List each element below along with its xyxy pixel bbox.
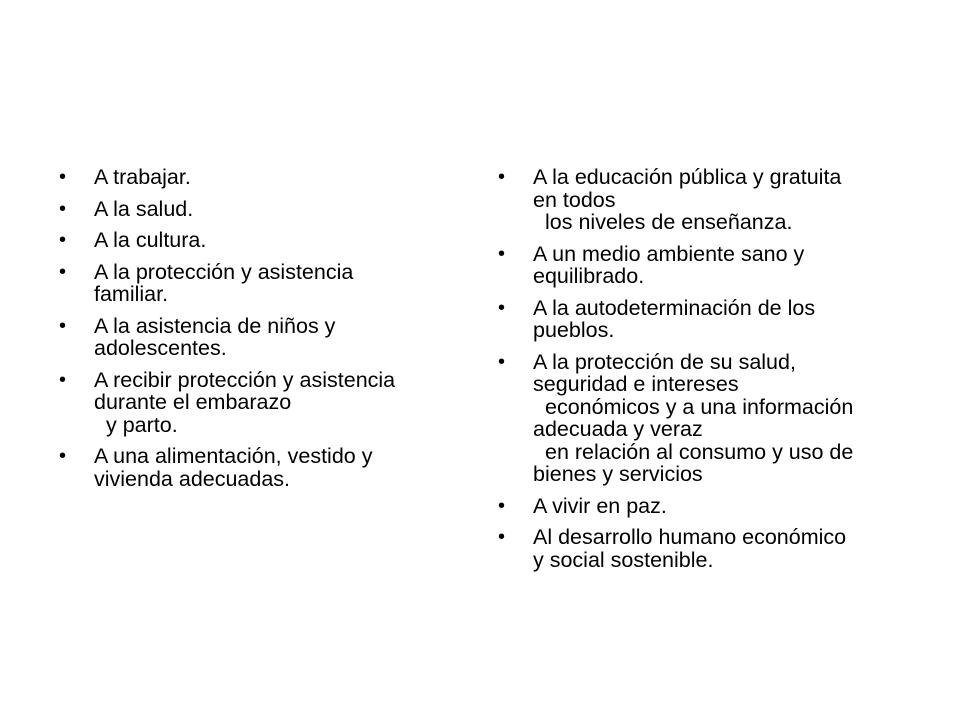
item-text: A vivir en paz.	[533, 493, 667, 518]
item-text: equilibrado.	[533, 264, 645, 288]
bullet-icon: •	[59, 197, 67, 220]
item-text-continuation: económicos y a una información	[545, 394, 854, 419]
list-item	[497, 351, 927, 486]
list-item	[497, 243, 927, 288]
list-item	[58, 166, 458, 189]
bullet-icon: •	[59, 445, 67, 467]
item-text: A la protección de su salud,	[533, 349, 796, 374]
item-text: A la protección y asistencia	[94, 259, 354, 284]
bullet-icon: •	[59, 368, 67, 391]
bullet-icon: •	[59, 166, 67, 188]
list-item	[58, 369, 458, 437]
item-text-continuation: en relación al consumo y uso de	[545, 439, 854, 464]
item-text: A la cultura.	[94, 228, 207, 252]
bullet-icon: •	[498, 166, 506, 188]
item-text: vivienda adecuadas.	[94, 466, 291, 491]
item-text: A una alimentación, vestido y	[94, 444, 373, 468]
bullet-icon: •	[498, 242, 506, 265]
item-text: Al desarrollo humano económico	[533, 525, 847, 549]
bullet-icon: •	[498, 494, 506, 517]
bullet-icon: •	[498, 296, 506, 319]
list-item	[497, 495, 927, 518]
list-item	[58, 445, 458, 490]
bullet-icon: •	[498, 526, 506, 548]
list-item	[497, 297, 927, 342]
item-text: A la asistencia de niños y	[94, 313, 336, 338]
list-item	[58, 315, 458, 360]
item-text-continuation: los niveles de enseñanza.	[545, 210, 793, 234]
item-text: seguridad e intereses	[533, 372, 739, 396]
bullet-icon: •	[59, 314, 67, 337]
item-text: pueblos.	[533, 318, 615, 342]
item-text: A la salud.	[94, 196, 194, 221]
right-bullet-list	[497, 166, 927, 580]
left-bullet-list	[58, 166, 458, 499]
item-text: en todos	[533, 187, 616, 212]
item-text: durante el embarazo	[94, 390, 292, 414]
item-text-continuation: y parto.	[106, 412, 178, 437]
list-item	[58, 198, 458, 221]
item-text: adolescentes.	[94, 336, 227, 360]
bullet-icon: •	[498, 350, 506, 373]
list-item	[58, 229, 458, 252]
bullet-icon: •	[59, 260, 67, 283]
item-text: y social sostenible.	[533, 547, 714, 572]
item-text: adecuada y veraz	[533, 417, 703, 441]
list-item	[497, 166, 927, 234]
item-text: A la educación pública y gratuita	[533, 165, 842, 189]
item-text: A recibir protección y asistencia	[94, 367, 396, 392]
bullet-icon: •	[59, 229, 67, 251]
item-text: A trabajar.	[94, 165, 191, 189]
item-text: A un medio ambiente sano y	[533, 241, 805, 266]
item-text: bienes y servicios	[533, 462, 703, 486]
list-item	[58, 261, 458, 306]
item-text: familiar.	[94, 282, 169, 306]
list-item	[497, 526, 927, 571]
item-text: A la autodeterminación de los	[533, 295, 816, 320]
